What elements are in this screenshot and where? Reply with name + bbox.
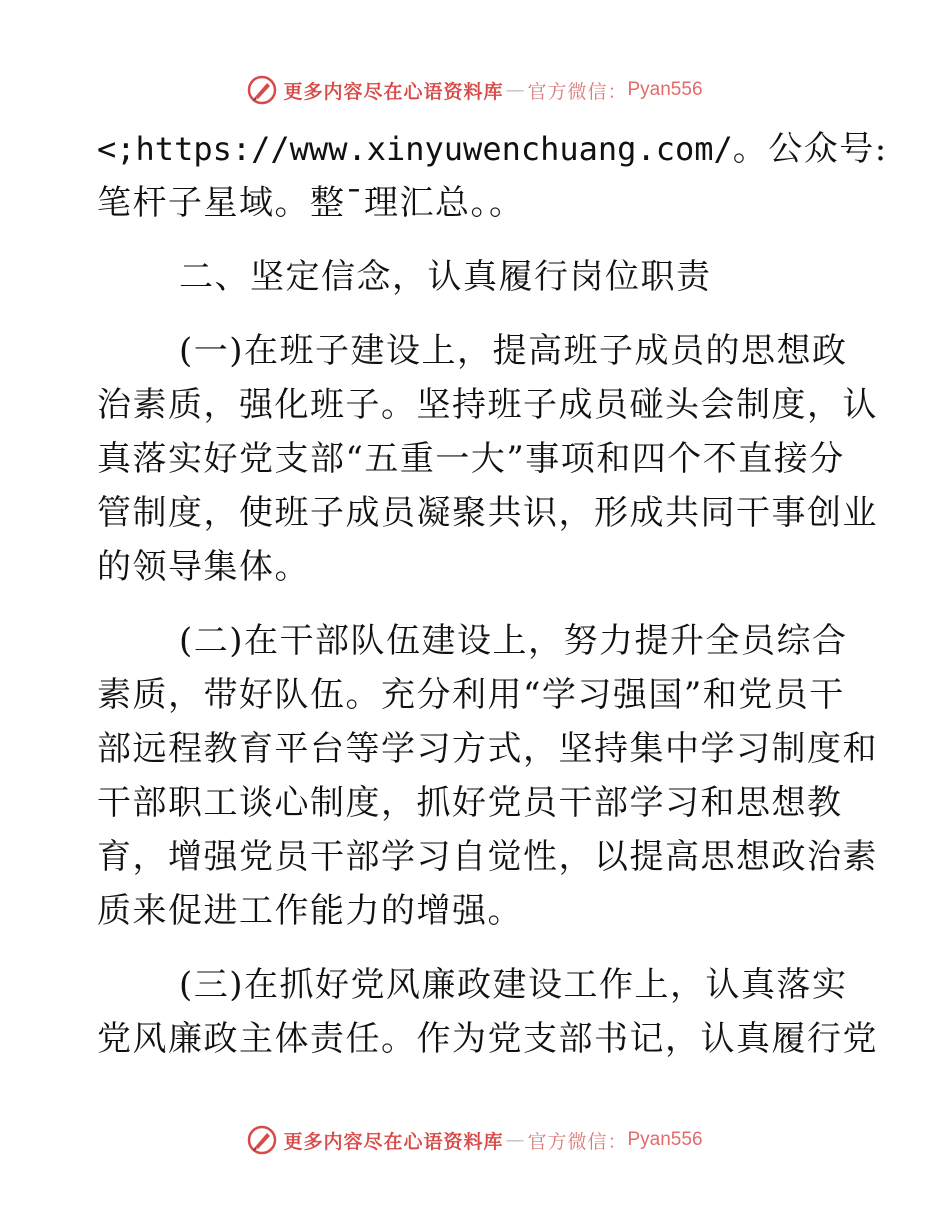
paragraph-line: 质来促进工作能力的增强。: [97, 891, 523, 931]
intro-url: <;https://www.xinyuwenchuang.com/: [97, 130, 733, 168]
paragraph-line: 素质，带好队伍。充分利用“学习强国”和党员干: [97, 675, 845, 715]
quill-pen-logo-icon: [247, 75, 277, 105]
paragraph-3: [97, 958, 878, 1066]
paragraph-line: 管制度，使班子成员凝聚共识，形成共同干事创业: [97, 493, 878, 533]
paragraph-line: 部远程教育平台等学习方式，坚持集中学习制度和: [97, 729, 878, 769]
paragraph-1: [97, 324, 878, 594]
paragraph-line: (三)在抓好党风廉政建设工作上，认真落实: [179, 965, 848, 1005]
paragraph-line: 育，增强党员干部学习自觉性，以提高思想政治素: [97, 837, 878, 877]
intro-line-2: 笔杆子星域。整¯理汇总。。: [97, 183, 525, 223]
intro-line-1: [97, 122, 888, 176]
paragraph-line: 党风廉政主体责任。作为党支部书记，认真履行党: [97, 1019, 878, 1059]
paragraph-line: 治素质，强化班子。坚持班子成员碰头会制度，认: [97, 385, 878, 425]
watermark-separator: —: [505, 1129, 526, 1151]
paragraph-line: (一)在班子建设上，提高班子成员的思想政: [179, 331, 848, 371]
paragraph-line: (二)在干部队伍建设上，努力提升全员综合: [179, 621, 848, 661]
section-heading: 二、坚定信念，认真履行岗位职责: [179, 257, 712, 297]
document-body: [97, 122, 888, 1066]
paragraph-2: [97, 614, 878, 938]
paragraph-line: 的领导集体。: [97, 547, 310, 587]
watermark-wechat-label: 官方微信：: [527, 80, 628, 103]
intro-tail: 。公众号:: [732, 129, 888, 169]
watermark-wechat-label: 官方微信：: [527, 1130, 628, 1153]
footer-watermark: [0, 1120, 950, 1160]
watermark-separator: —: [505, 79, 526, 101]
paragraph-line: 真落实好党支部“五重一大”事项和四个不直接分: [97, 439, 845, 479]
watermark-brand: 更多内容尽在心语资料库: [283, 80, 504, 103]
watermark-brand: 更多内容尽在心语资料库: [283, 1130, 504, 1153]
header-watermark: [0, 70, 950, 110]
watermark-wechat-id: Pyan556: [627, 1129, 703, 1150]
quill-pen-logo-icon: [247, 1125, 277, 1155]
paragraph-line: 干部职工谈心制度，抓好党员干部学习和思想教: [97, 783, 843, 823]
watermark-wechat-id: Pyan556: [627, 79, 703, 100]
